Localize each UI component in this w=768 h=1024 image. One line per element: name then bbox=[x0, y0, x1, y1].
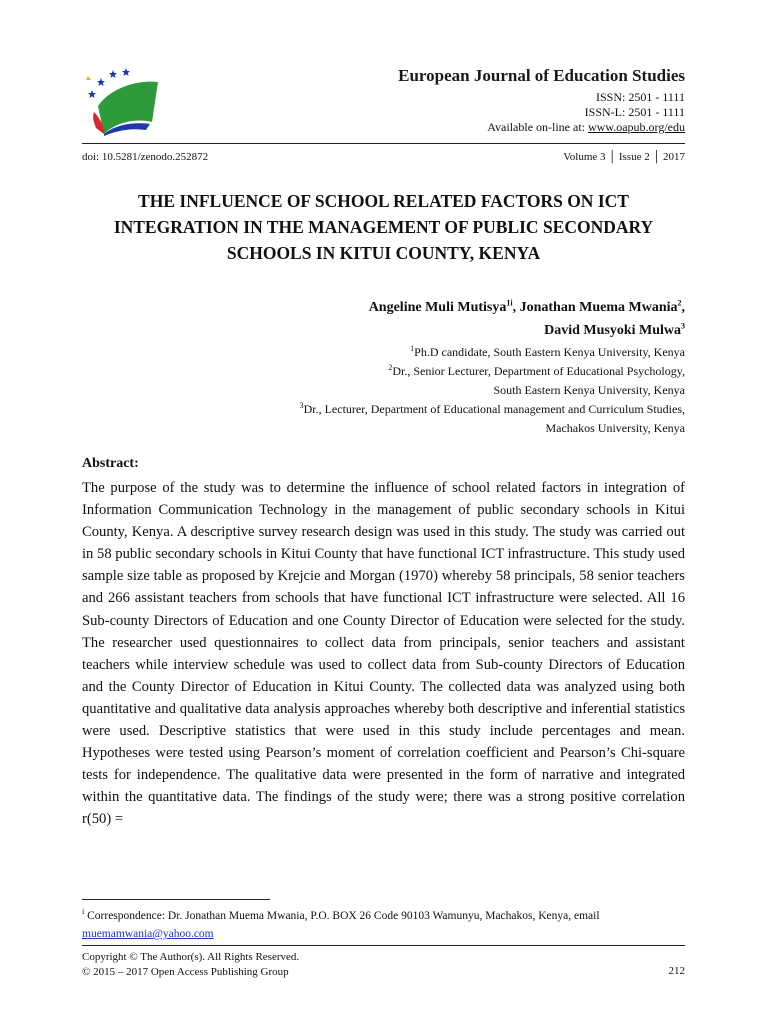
affiliation-sup: 3 bbox=[299, 401, 304, 410]
affiliation-cont: Machakos University, Kenya bbox=[545, 421, 685, 435]
abstract-heading: Abstract: bbox=[82, 456, 139, 471]
journal-logo-icon bbox=[82, 62, 162, 142]
paper-title bbox=[82, 188, 685, 266]
author-name: Angeline Muli Mutisya bbox=[368, 300, 507, 315]
footnote bbox=[82, 907, 685, 943]
issn: ISSN: 2501 - 1111 bbox=[595, 90, 685, 104]
affiliation-cont: South Eastern Kenya University, Kenya bbox=[493, 383, 685, 397]
affiliation-sup: 1 bbox=[410, 344, 415, 353]
page-number: 212 bbox=[668, 965, 685, 977]
author-name: David Musyoki Mulwa bbox=[544, 323, 681, 338]
affiliation-text: Dr., Senior Lecturer, Department of Educational Psychology, bbox=[392, 364, 685, 378]
header-rule bbox=[82, 143, 685, 144]
volume-issue: Volume 3 │ Issue 2 │ 2017 bbox=[563, 151, 685, 163]
footnote-mark: i bbox=[82, 907, 85, 917]
email-link[interactable]: muemamwania@yahoo.com bbox=[82, 928, 214, 940]
affiliation-text: Ph.D candidate, South Eastern Kenya University, Kenya bbox=[414, 345, 685, 359]
journal-url-link[interactable]: www.oapub.org/edu bbox=[588, 120, 685, 134]
author-line: Angeline Muli Mutisya$^{1i}$, Jonathan Muema Mwania$^2$, bbox=[368, 298, 685, 315]
copyright bbox=[82, 950, 299, 980]
author-sup: 1i bbox=[506, 298, 513, 308]
title-line: THE INFLUENCE OF SCHOOL RELATED FACTORS ON ICT bbox=[138, 191, 629, 211]
journal-header bbox=[398, 66, 685, 135]
available-label: Available on-line at: bbox=[487, 120, 589, 134]
availability-line bbox=[398, 120, 685, 135]
author-sup: 2 bbox=[677, 298, 682, 308]
affiliation bbox=[300, 362, 685, 381]
footer-rule bbox=[82, 945, 685, 946]
title-line: SCHOOLS IN KITUI COUNTY, KENYA bbox=[226, 243, 541, 263]
affiliation bbox=[300, 400, 685, 419]
abstract-text: The purpose of the study was to determine the influence of school related factors in integration of Information Communication Technology in the management of public secondary schools in Kitui County, Kenya. A descriptive survey research design was used in this study. The study was carried out in 58 public secondary schools in Kitui County that have functional ICT infrastructure. This study used sample size table as proposed by Krejcie and Morgan (1970) whereby 58 principals, 58 senior teachers and 266 assistant teachers from schools that have functional ICT infrastructure were selected. All 16 Sub-county Directors of Education and one County Director of Education were selected for the study. The researcher used questionnaires to collect data from principals, senior teachers and assistant teachers while interview schedule was used to collect data from Sub-county Directors of Education and the County Director of Education in Kitui County. The collected data was analyzed using both quantitative and qualitative data analysis approaches whereby both descriptive and inferential statistics were used. Descriptive statistics that were used in this study include percentages and mean. Hypotheses were tested using Pearson’s moment of correlation coefficient and Pearson’s Chi-square tests for independence. The qualitative data were presented in the form of narrative and integrated within the quantitative data. The findings of the study were; there was a strong positive correlation r(50) = bbox=[82, 480, 685, 828]
author-name: Jonathan Muema Mwania bbox=[519, 300, 678, 315]
affiliation bbox=[300, 343, 685, 362]
author-line bbox=[369, 319, 685, 342]
footnote-rule bbox=[82, 899, 270, 900]
copyright-line: Copyright © The Author(s). All Rights Reserved. bbox=[82, 951, 300, 963]
affiliations bbox=[300, 343, 685, 438]
affiliation-sup: 2 bbox=[388, 363, 393, 372]
footnote-text: Correspondence: Dr. Jonathan Muema Mwania, P.O. BOX 26 Code 90103 Wamunyu, Machakos, Kenya, email bbox=[84, 910, 600, 922]
issn-l: ISSN-L: 2501 - 1111 bbox=[584, 105, 685, 119]
journal-name: European Journal of Education Studies bbox=[398, 66, 685, 85]
doi: doi: 10.5281/zenodo.252872 bbox=[82, 151, 209, 163]
copyright-line: © 2015 – 2017 Open Access Publishing Group bbox=[82, 966, 289, 978]
affiliation-text: Dr., Lecturer, Department of Educational management and Curriculum Studies, bbox=[303, 402, 685, 416]
author-sup: 3 bbox=[681, 321, 685, 331]
author-list bbox=[369, 296, 685, 342]
title-line: INTEGRATION IN THE MANAGEMENT OF PUBLIC SECONDARY bbox=[113, 217, 654, 237]
